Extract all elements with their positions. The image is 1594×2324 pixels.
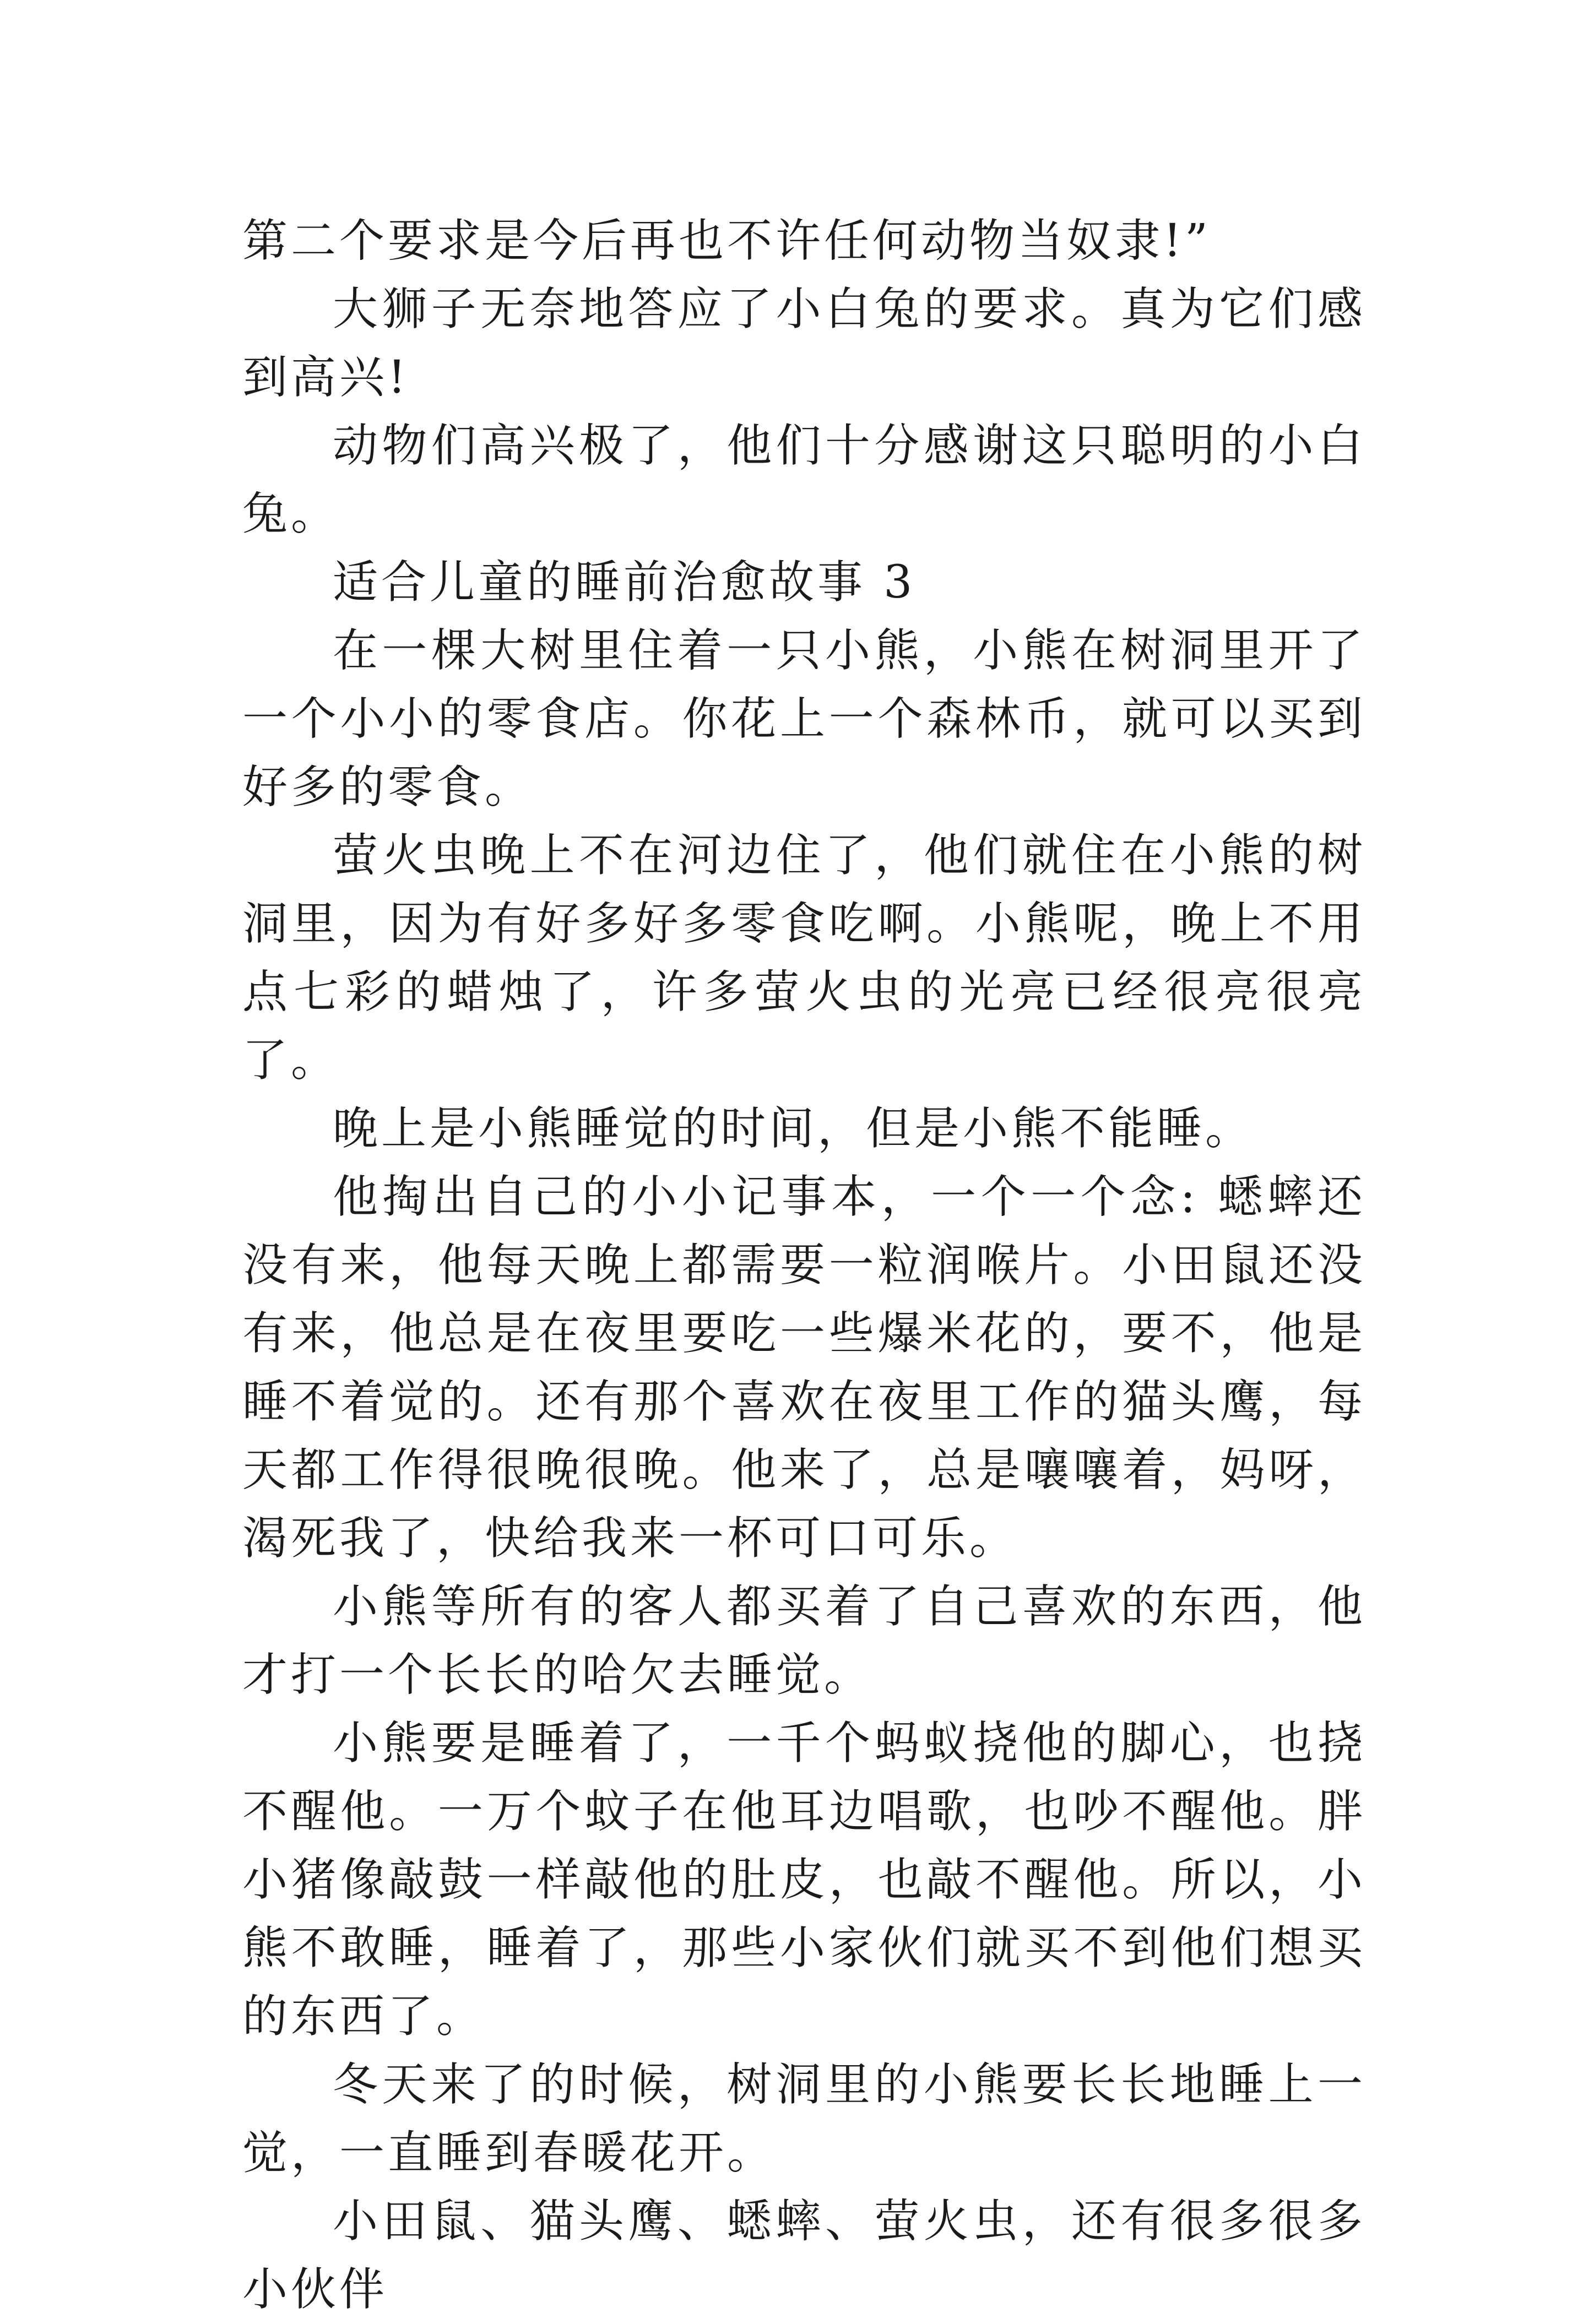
paragraph-3: 动物们高兴极了，他们十分感谢这只聪明的小白兔。: [242, 420, 1366, 540]
paragraph-6: 萤火虫晚上不在河边住了，他们就住在小熊的树洞里，因为有好多好多零食吃啊。小熊呢，晚上不用点七彩的蜡烛了，许多萤火虫的光亮已经很亮很亮了。: [242, 829, 1366, 1087]
document-body: [242, 207, 1366, 2324]
paragraph-5: 在一棵大树里住着一只小熊，小熊在树洞里开了一个小小的零食店。你花上一个森林币，就可以买到好多的零食。: [242, 625, 1366, 813]
paragraph-10: 小熊要是睡着了，一千个蚂蚁挠他的脚心，也挠不醒他。一万个蚊子在他耳边唱歌，也吵不醒他。胖小猪像敲鼓一样敲他的肚皮，也敲不醒他。所以，小熊不敢睡，睡着了，那些小家伙们就买不到他们想买的东西了。: [242, 1717, 1366, 2043]
paragraph-2: 大狮子无奈地答应了小白兔的要求。真为它们感到高兴!: [242, 283, 1366, 404]
paragraph-8: 他掏出自己的小小记事本，一个一个念: 蟋蟀还没有来，他每天晚上都需要一粒润喉片。小田鼠还没有来，他总是在夜里要吃一些爆米花的，要不，他是睡不着觉的。还有那个喜欢在夜里工作的猫头鹰，每天都工作得很晚很晚。他来了，总是嚷嚷着，妈呀，渴死我了，快给我来一杯可口可乐。: [242, 1171, 1366, 1565]
paragraph-7: 晚上是小熊睡觉的时间，但是小熊不能睡。: [333, 1103, 1254, 1155]
paragraph-12: 小田鼠、猫头鹰、蟋蟀、萤火虫，还有很多很多小伙伴: [242, 2195, 1366, 2316]
paragraph-11: 冬天来了的时候，树洞里的小熊要长长地睡上一觉，一直睡到春暖花开。: [242, 2059, 1366, 2179]
paragraph-1: 第二个要求是今后再也不许任何动物当奴隶!”: [242, 215, 1211, 267]
paragraph-9: 小熊等所有的客人都买着了自己喜欢的东西，他才打一个长长的哈欠去睡觉。: [242, 1581, 1366, 1701]
section-heading: 适合儿童的睡前治愈故事 3: [333, 556, 916, 609]
